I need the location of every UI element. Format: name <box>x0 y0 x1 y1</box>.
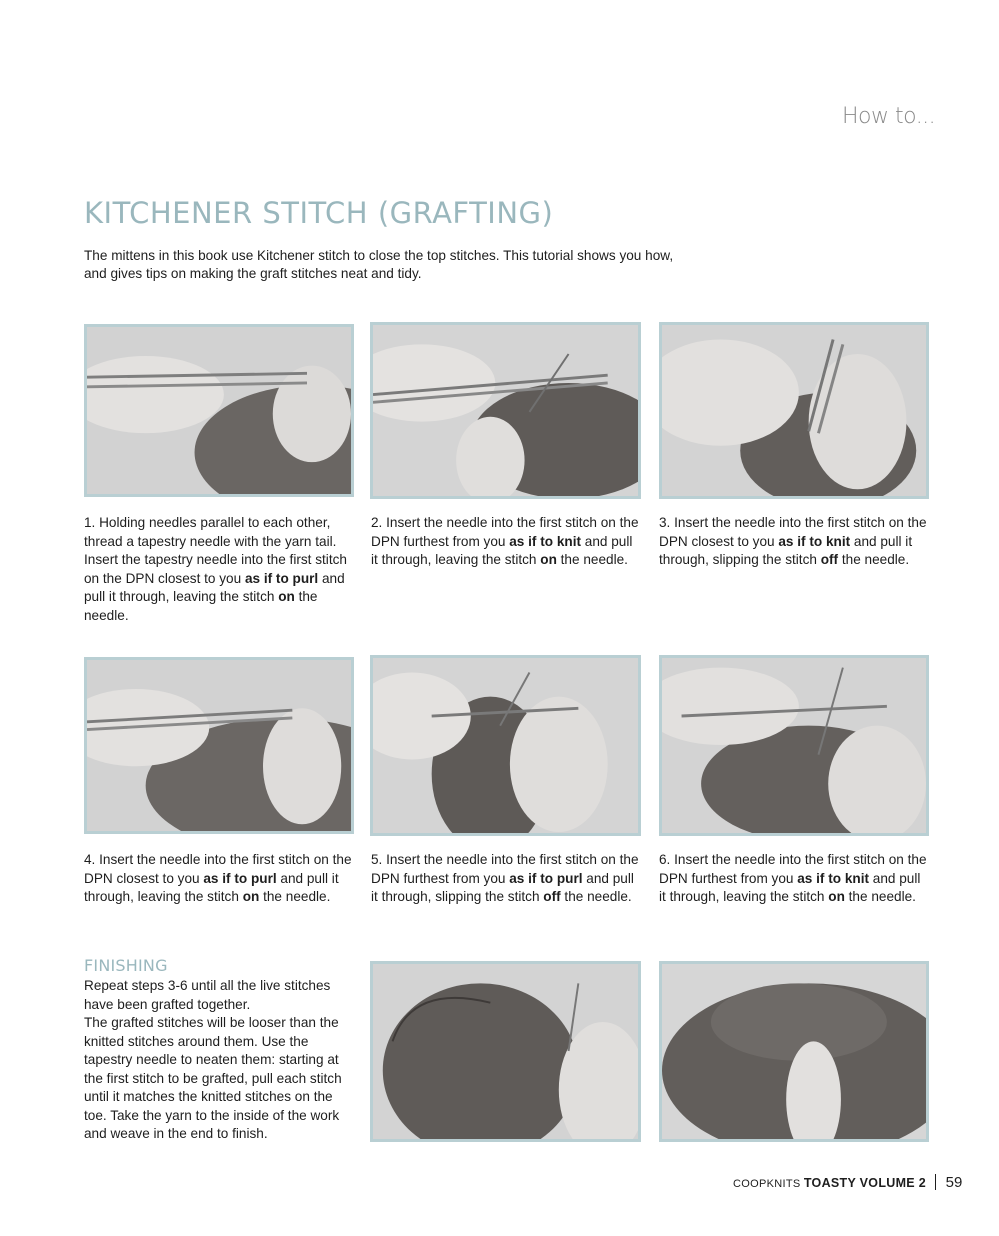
finishing-line-1: Repeat steps 3-6 until all the live stitches have been grafted together. <box>84 978 331 1012</box>
step-6-caption: 6. Insert the needle into the first stitch on the DPN furthest from you as if to knit and pull it through, leaving the stitch on the needle. <box>659 852 927 904</box>
step-2-caption: 2. Insert the needle into the first stitch on the DPN furthest from you as if to knit and pull it through, leaving the stitch on the needle. <box>371 515 639 567</box>
step-3-photo <box>659 322 929 499</box>
step-5-photo <box>370 655 641 836</box>
footer-brand: COOPKNITS <box>733 1178 801 1190</box>
footer <box>733 1174 962 1191</box>
step-6-photo <box>659 655 929 836</box>
finishing-heading: FINISHING <box>84 956 168 975</box>
step-4-caption: 4. Insert the needle into the first stitch on the DPN closest to you as if to purl and pull it through, leaving the stitch on the needle. <box>84 852 352 904</box>
footer-divider <box>935 1174 936 1190</box>
finishing-text <box>84 977 354 1144</box>
step-1-photo <box>84 324 354 497</box>
finishing-photo-2 <box>659 961 929 1142</box>
intro-paragraph: The mittens in this book use Kitchener stitch to close the top stitches. This tutorial shows you how, and gives tips on making the graft stitches neat and tidy. <box>84 248 674 281</box>
page-number: 59 <box>945 1174 963 1191</box>
section-label: How to... <box>842 104 936 129</box>
page-title: KITCHENER STITCH (GRAFTING) <box>84 196 554 230</box>
footer-book-title: TOASTY VOLUME 2 <box>803 1176 926 1190</box>
step-2-photo <box>370 322 641 499</box>
finishing-line-2: The grafted stitches will be looser than the knitted stitches around them. Use the tapestry needle to neaten them: starting at the first stitch to be grafted, pull each stitch until it matches the knitted stitches on the toe. Take the yarn to the inside of the work and weave in the end to finish. <box>84 1015 342 1141</box>
step-5-caption: 5. Insert the needle into the first stitch on the DPN furthest from you as if to purl and pull it through, slipping the stitch off the needle. <box>371 852 639 904</box>
step-1-caption: 1. Holding needles parallel to each other, thread a tapestry needle with the yarn tail. Insert the tapestry needle into the first stitch on the DPN closest to you as if to purl and pull it through, leaving the stitch on the needle. <box>84 515 347 623</box>
finishing-photo-1 <box>370 961 641 1142</box>
step-3-caption: 3. Insert the needle into the first stitch on the DPN closest to you as if to knit and pull it through, slipping the stitch off the needle. <box>659 515 927 567</box>
step-4-photo <box>84 657 354 834</box>
